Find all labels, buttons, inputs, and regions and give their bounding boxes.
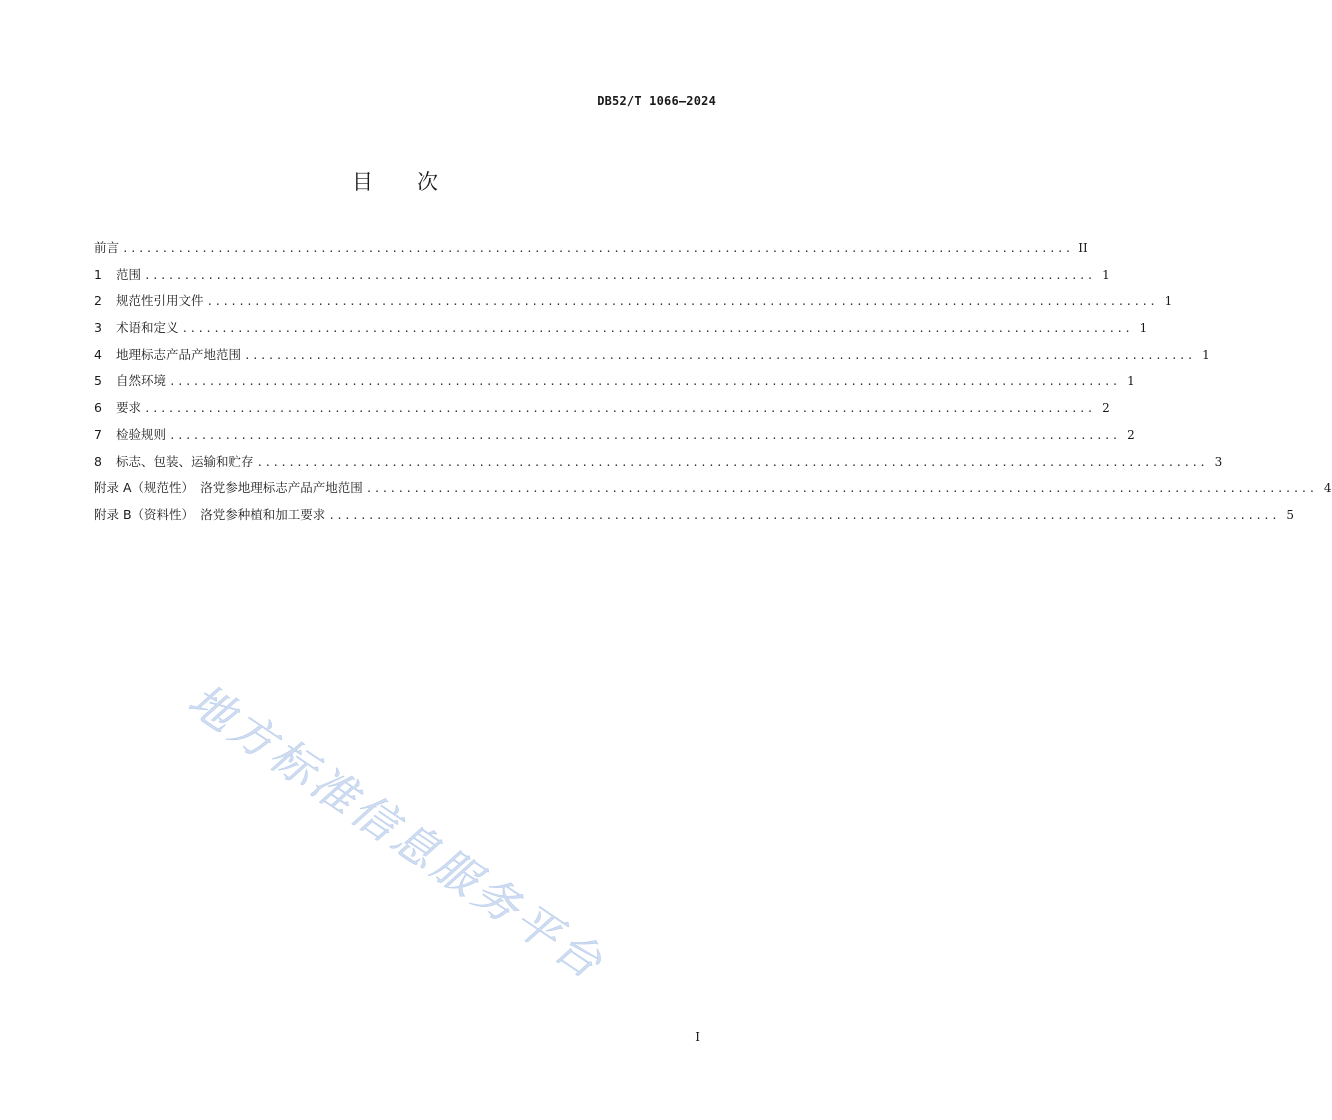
- toc-entry-requirements[interactable]: [94, 398, 1110, 425]
- toc-entry-annex-b[interactable]: [94, 505, 1295, 532]
- document-code: DB52/T 1066—2024: [597, 94, 716, 108]
- toc-entry-label: 检验规则: [116, 426, 167, 442]
- toc-entry-label: 前言: [94, 240, 120, 255]
- toc-entry-environment[interactable]: [94, 371, 1135, 398]
- toc-entry-number: 8: [94, 453, 102, 469]
- toc-entry-terms[interactable]: [94, 318, 1148, 345]
- toc-entry-page: 1: [1139, 321, 1148, 336]
- toc-entry-page: 3: [1214, 454, 1223, 469]
- toc-leader-dots: ........................................................................................................................: [206, 295, 1158, 309]
- toc-entry-page: 1: [1202, 347, 1210, 362]
- toc-leader-dots: ........................................................................................................................: [122, 242, 1073, 255]
- toc-entry-number: 1: [94, 266, 102, 282]
- toc-leader-dots: ........................................................................................................................: [181, 322, 1133, 336]
- toc-leader-dots: ........................................................................................................................: [169, 375, 1120, 389]
- watermark: 地方标准信息服务平台: [179, 674, 614, 991]
- toc-entry-number: 6: [94, 400, 102, 416]
- toc-entry-normative-references[interactable]: [94, 291, 1173, 318]
- toc-entry-label: 自然环境: [116, 373, 167, 389]
- toc-entry-marking[interactable]: [94, 452, 1223, 479]
- toc-leader-dots: ........................................................................................................................: [169, 428, 1120, 442]
- toc-entry-origin-scope[interactable]: [94, 345, 1210, 372]
- toc-entry-label: 标志、包装、运输和贮存: [116, 453, 254, 469]
- toc-leader-dots: ........................................................................................................................: [144, 402, 1095, 416]
- toc-title: [0, 166, 792, 196]
- toc-entry-page: 1: [1102, 267, 1110, 282]
- toc-entry-label: 附录 B（资料性） 洛党参种植和加工要求: [94, 506, 326, 522]
- toc-entry-number: 2: [94, 293, 102, 309]
- toc-entry-label: 地理标志产品产地范围: [116, 346, 242, 362]
- toc-entry-number: 7: [94, 426, 102, 442]
- toc-entry-label: 规范性引用文件: [116, 293, 204, 309]
- table-of-contents: [94, 238, 1332, 532]
- toc-entry-label: 附录 A（规范性） 洛党参地理标志产品产地范围: [94, 480, 363, 496]
- toc-leader-dots: ........................................................................................................................: [256, 455, 1208, 469]
- toc-entry-label: 术语和定义: [116, 320, 179, 336]
- toc-entry-inspection[interactable]: [94, 425, 1135, 452]
- toc-leader-dots: ........................................................................................................................: [244, 348, 1195, 362]
- toc-title-part2: 次: [417, 170, 440, 194]
- toc-entry-page: 5: [1286, 507, 1295, 522]
- toc-entry-page: 1: [1127, 374, 1135, 389]
- toc-entry-page: II: [1078, 241, 1088, 255]
- toc-entry-label: 范围: [116, 266, 142, 282]
- toc-entry-number: 4: [94, 346, 102, 362]
- toc-entry-annex-a[interactable]: [94, 478, 1332, 505]
- toc-entry-page: 2: [1102, 401, 1110, 416]
- toc-title-part1: 目: [352, 170, 375, 194]
- toc-leader-dots: ........................................................................................................................: [365, 482, 1317, 496]
- toc-entry-page: 2: [1127, 427, 1135, 442]
- toc-entry-foreword[interactable]: [94, 238, 1088, 265]
- toc-entry-scope[interactable]: [94, 265, 1110, 292]
- toc-entry-label: 要求: [116, 400, 142, 416]
- toc-entry-number: 5: [94, 373, 102, 389]
- toc-entry-page: 1: [1164, 294, 1173, 309]
- toc-leader-dots: ........................................................................................................................: [144, 268, 1095, 282]
- page-number: I: [695, 1030, 700, 1044]
- toc-entry-page: 4: [1323, 481, 1332, 496]
- toc-leader-dots: ........................................................................................................................: [328, 508, 1280, 522]
- toc-entry-number: 3: [94, 320, 102, 336]
